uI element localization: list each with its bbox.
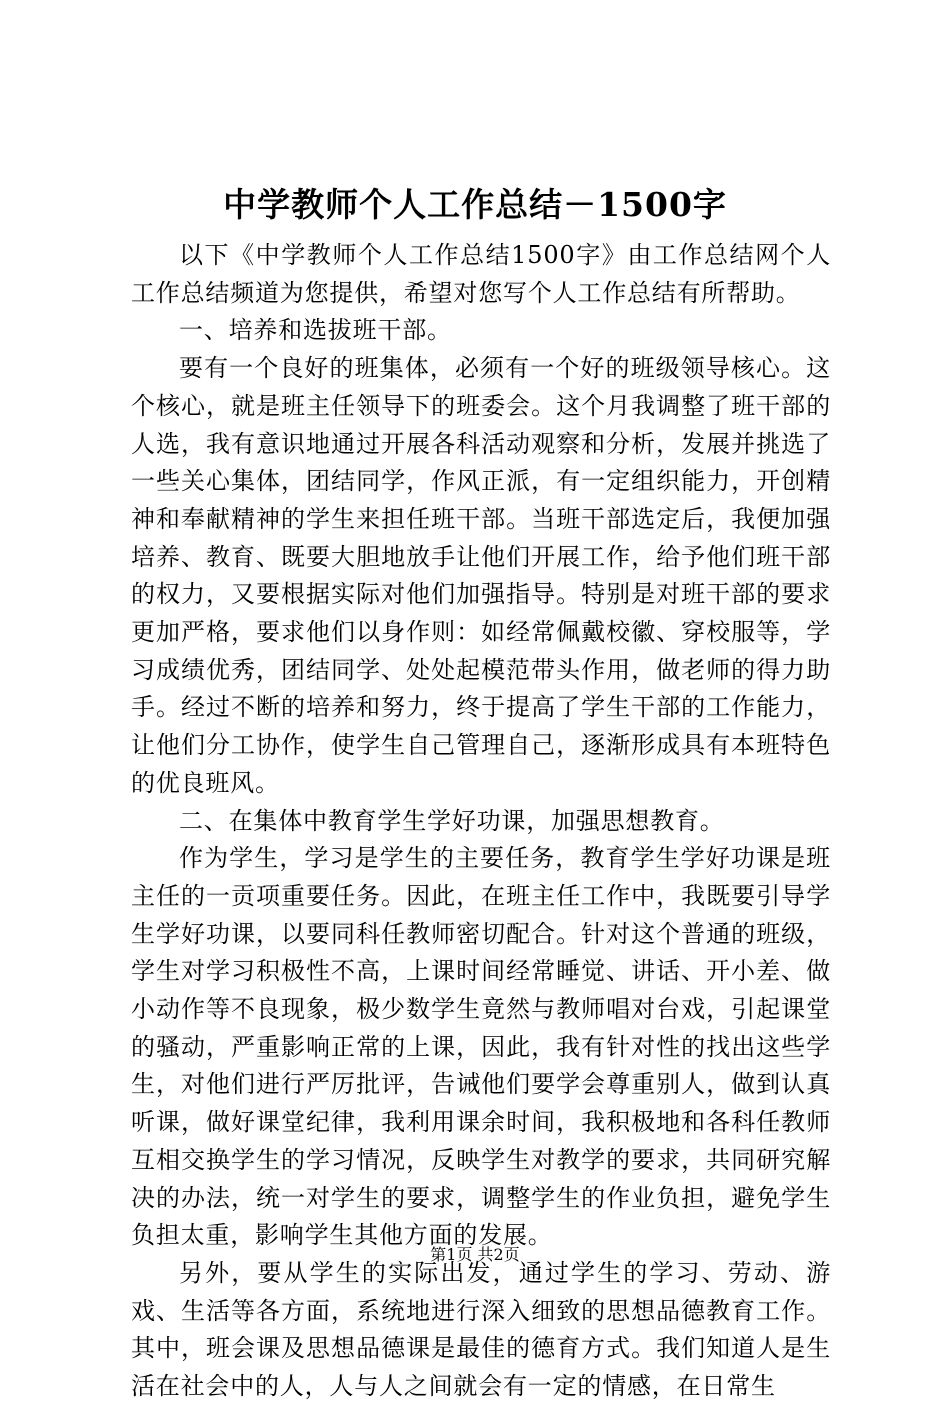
document-title: 中学教师个人工作总结－1500字: [223, 185, 727, 224]
paragraph-moral-education: 另外，要从学生的实际出发，通过学生的学习、劳动、游戏、生活等各方面，系统地进行深入细致的思想品德教育工作。其中，班会课及思想品德课是最佳的德育方式。我们知道人是生活在社会中的人，人与人之间就会有一定的情感，在日常生: [131, 1258, 831, 1401]
paragraph-intro: 以下《中学教师个人工作总结1500字》由工作总结网个人工作总结频道为您提供，希望对您写个人工作总结有所帮助。: [131, 241, 831, 307]
document-body: [131, 237, 831, 1406]
paragraph-study-education: 作为学生，学习是学生的主要任务，教育学生学好功课是班主任的一贡项重要任务。因此，在班主任工作中，我既要引导学生学好功课，以要同科任教师密切配合。针对这个普通的班级，学生对学习积极性不高，上课时间经常睡觉、讲话、开小差、做小动作等不良现象，极少数学生竟然与教师唱对台戏，引起课堂的骚动，严重影响正常的上课，因此，我有针对性的找出这些学生，对他们进行严厉批评，告诫他们要学会尊重别人，做到认真听课，做好课堂纪律，我利用课余时间，我积极地和各科任教师互相交换学生的学习情况，反映学生对教学的要求，共同研究解决的办法，统一对学生的要求，调整学生的作业负担，避免学生负担太重，影响学生其他方面的发展。: [131, 844, 831, 1250]
page-number-footer: 第1页 共2页: [430, 1245, 520, 1264]
paragraph-class-leaders: 要有一个良好的班集体，必须有一个好的班级领导核心。这个核心，就是班主任领导下的班委会。这个月我调整了班干部的人选，我有意识地通过开展各科活动观察和分析，发展并挑选了一些关心集体，团结同学，作风正派，有一定组织能力，开创精神和奉献精神的学生来担任班干部。当班干部选定后，我便加强培养、教育、既要大胆地放手让他们开展工作，给予他们班干部的权力，又要根据实际对他们加强指导。特别是对班干部的要求更加严格，要求他们以身作则：如经常佩戴校徽、穿校服等，学习成绩优秀，团结同学、处处起模范带头作用，做老师的得力助手。经过不断的培养和努力，终于提高了学生干部的工作能力，让他们分工协作，使学生自己管理自己，逐渐形成具有本班特色的优良班风。: [131, 354, 831, 797]
section-heading-2: 二、在集体中教育学生学好功课，加强思想教育。: [179, 806, 725, 835]
section-heading-1: 一、培养和选拔班干部。: [179, 316, 452, 345]
